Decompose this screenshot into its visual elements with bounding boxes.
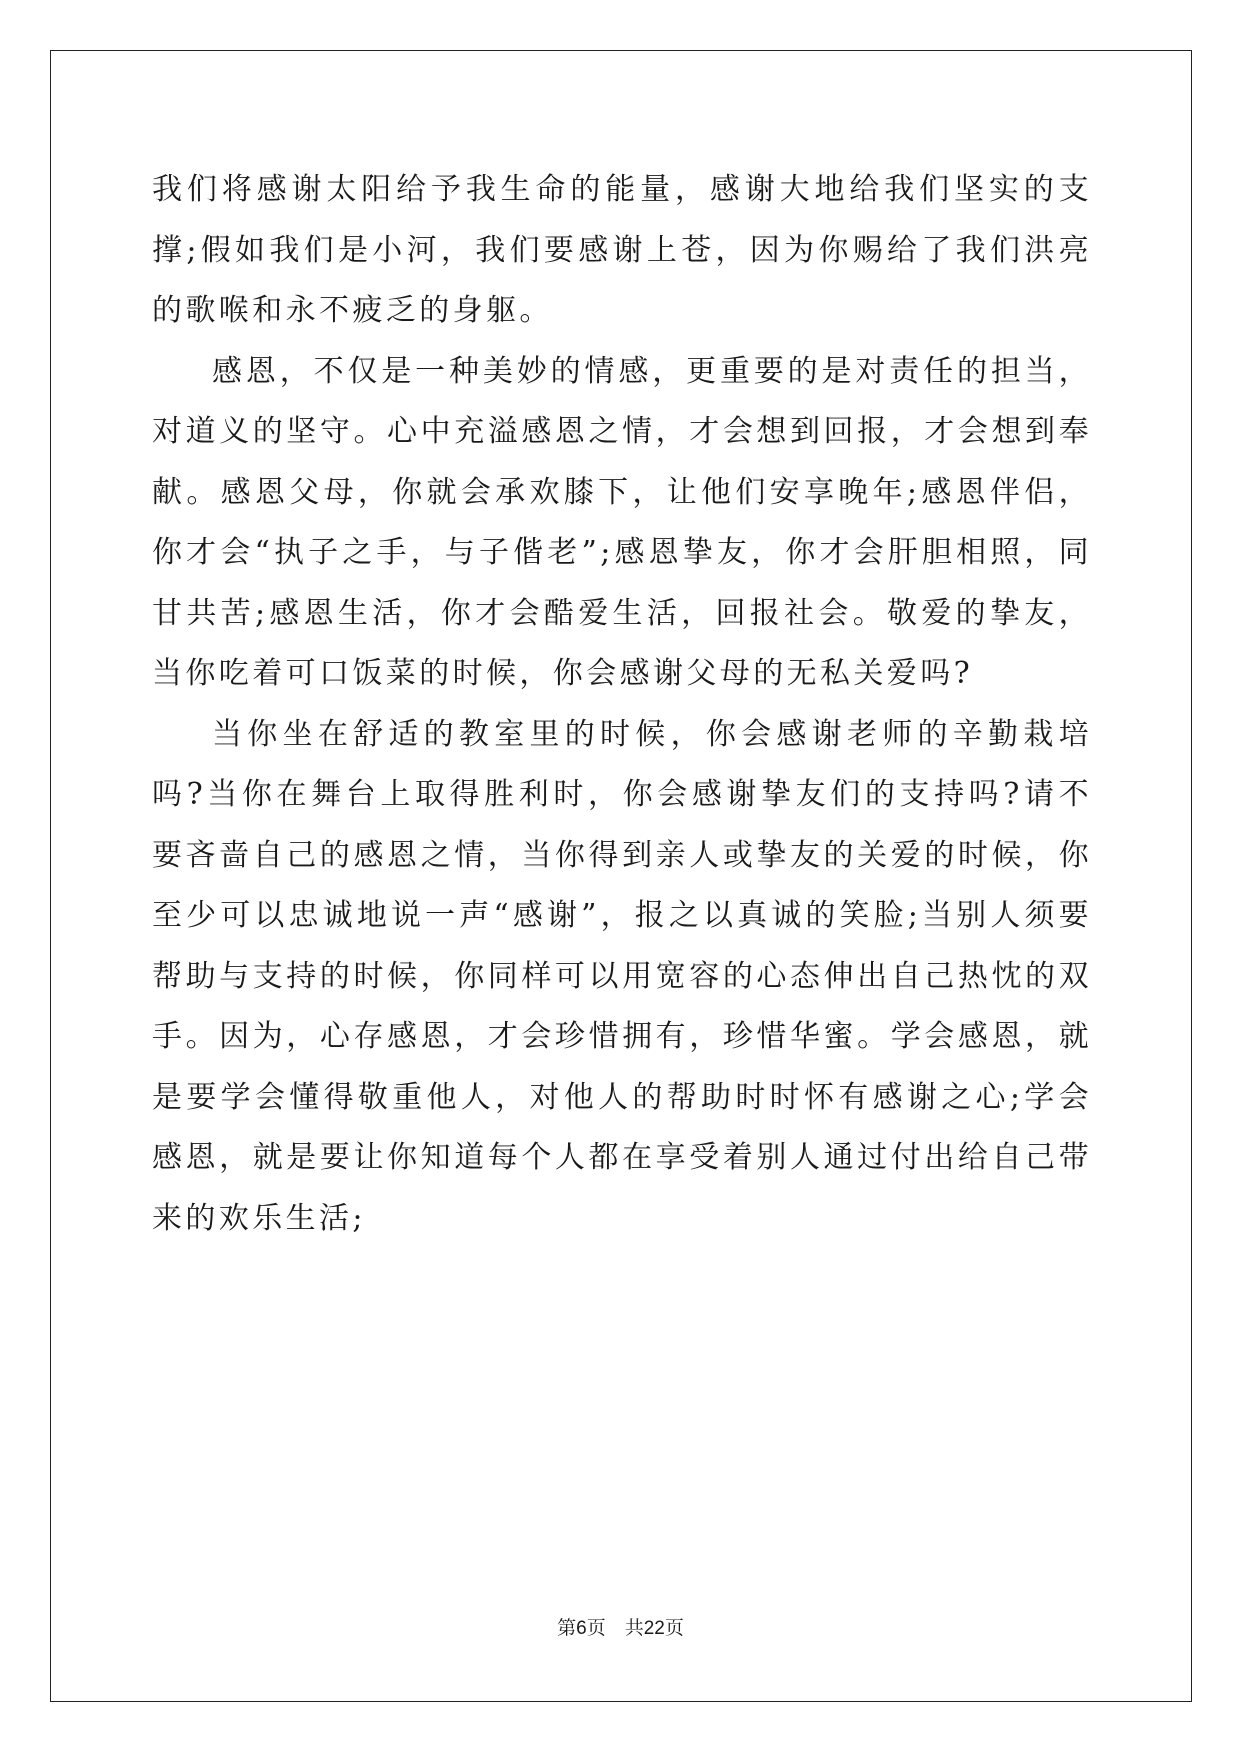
footer-page-number: 6 xyxy=(576,1618,587,1639)
page-footer xyxy=(0,1613,1241,1640)
footer-prefix: 第 xyxy=(557,1618,577,1639)
paragraph: 我们将感谢太阳给予我生命的能量，感谢大地给我们坚实的支撑;假如我们是小河，我们要感谢上苍，因为你赐给了我们洪亮的歌喉和永不疲乏的身躯。 xyxy=(152,172,1092,328)
footer-total-pages: 22 xyxy=(643,1618,665,1639)
paragraph: 感恩，不仅是一种美妙的情感，更重要的是对责任的担当，对道义的坚守。心中充溢感恩之情，才会想到回报，才会想到奉献。感恩父母，你就会承欢膝下，让他们安享晚年;感恩伴侣，你才会“执子之手，与子偕老”;感恩挚友，你才会肝胆相照，同甘共苦;感恩生活，你才会酷爱生活，回报社会。敬爱的挚友，当你吃着可口饭菜的时候，你会感谢父母的无私关爱吗? xyxy=(152,353,1092,691)
footer-suffix: 页 xyxy=(664,1618,684,1639)
paragraph: 当你坐在舒适的教室里的时候，你会感谢老师的辛勤栽培吗?当你在舞台上取得胜利时，你会感谢挚友们的支持吗?请不要吝啬自己的感恩之情，当你得到亲人或挚友的关爱的时候，你至少可以忠诚地说一声“感谢”，报之以真诚的笑脸;当别人须要帮助与支持的时候，你同样可以用宽容的心态伸出自己热忱的双手。因为，心存感恩，才会珍惜拥有，珍惜华蜜。学会感恩，就是要学会懂得敬重他人，对他人的帮助时时怀有感谢之心;学会感恩，就是要让你知道每个人都在享受着别人通过付出给自己带来的欢乐生活; xyxy=(152,716,1092,1236)
footer-mid: 页 共 xyxy=(586,1618,644,1639)
document-body xyxy=(152,160,1092,1249)
